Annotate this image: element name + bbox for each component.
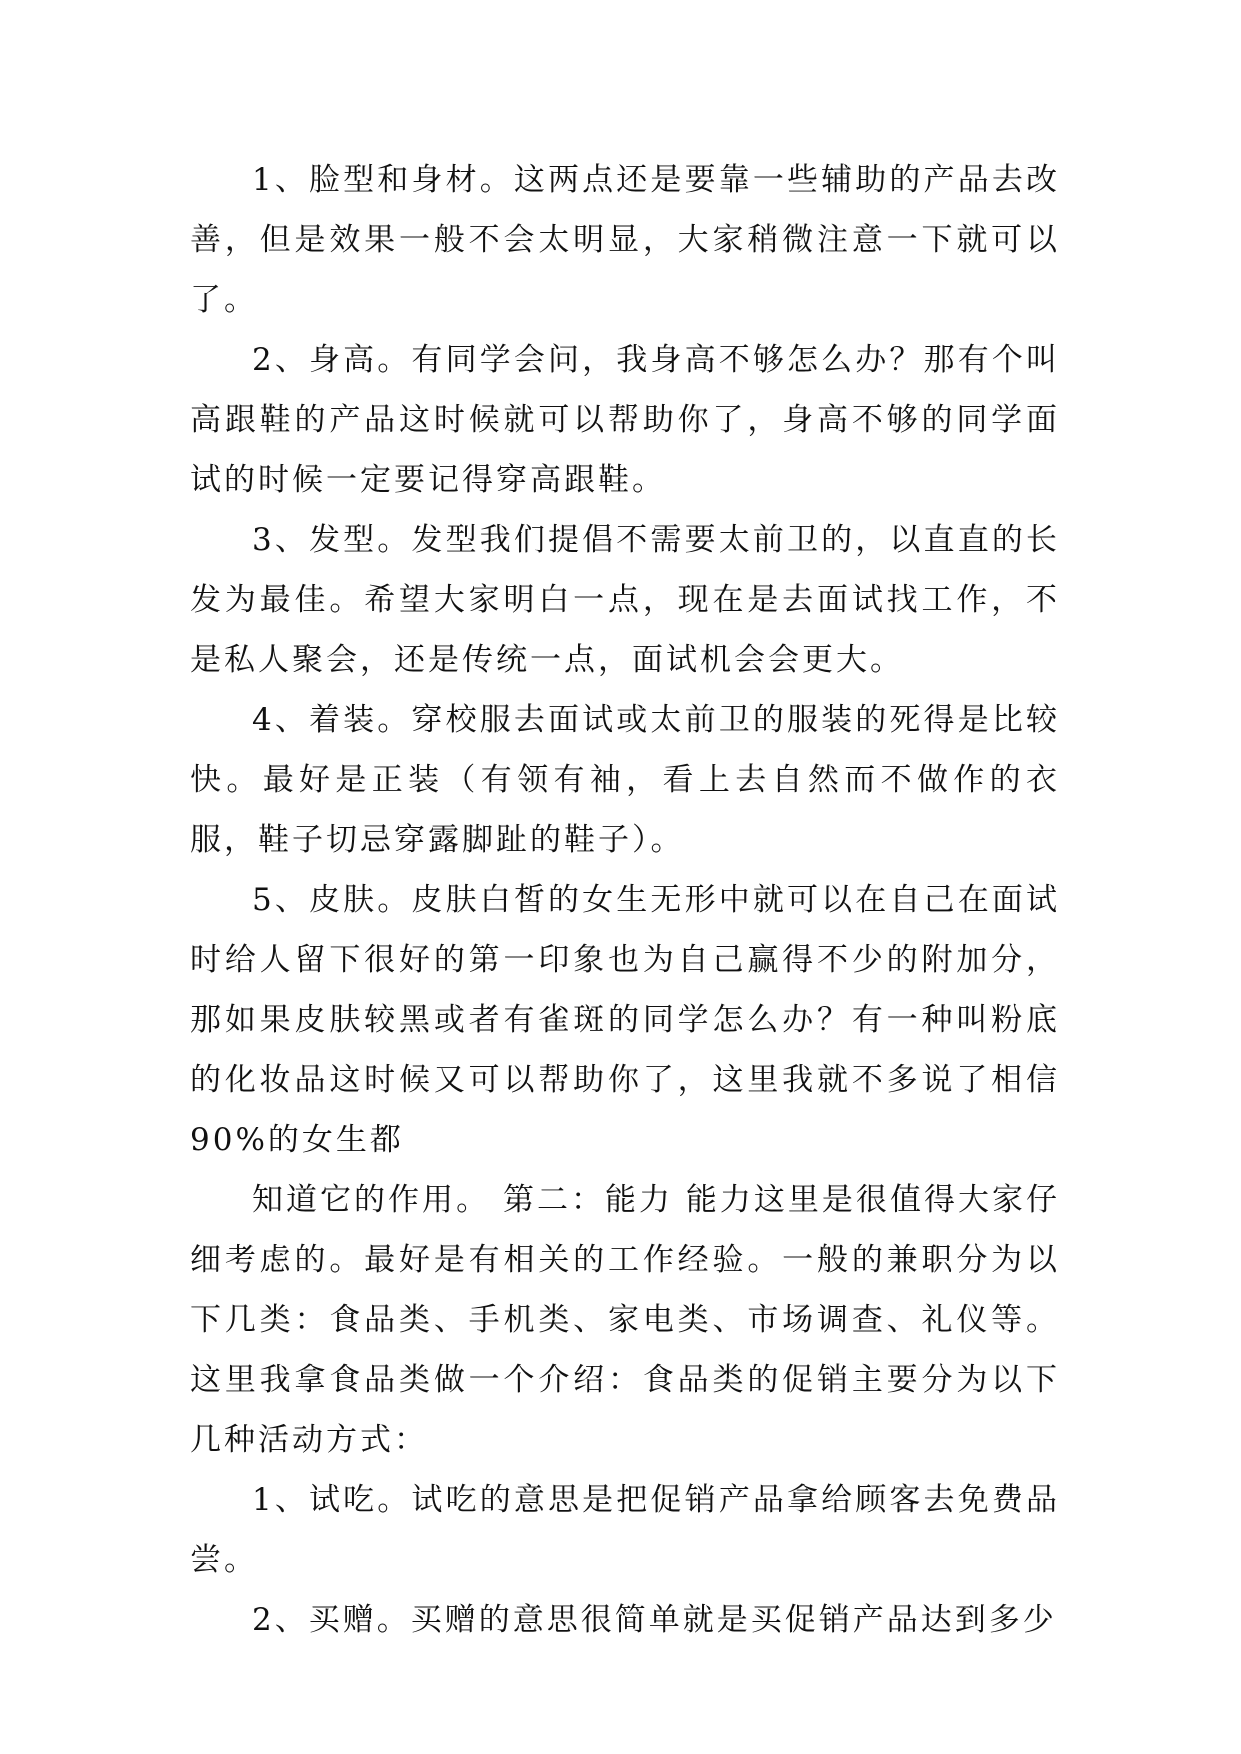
paragraph-clothing: 4、着装。穿校服去面试或太前卫的服装的死得是比较快。最好是正装（有领有袖，看上去自然而不做作的衣服，鞋子切忌穿露脚趾的鞋子）。 bbox=[190, 702, 1060, 858]
paragraph-skin: 5、皮肤。皮肤白皙的女生无形中就可以在自己在面试时给人留下很好的第一印象也为自己赢得不少的附加分，那如果皮肤较黑或者有雀斑的同学怎么办？有一种叫粉底的化妆品这时候又可以帮助你了，这里我就不多说了相信 90%的女生都 bbox=[190, 882, 1060, 1158]
paragraph-hairstyle: 3、发型。发型我们提倡不需要太前卫的，以直直的长发为最佳。希望大家明白一点，现在是去面试找工作，不是私人聚会，还是传统一点，面试机会会更大。 bbox=[190, 522, 1060, 678]
document-body bbox=[190, 150, 1060, 1650]
paragraph-ability: 知道它的作用。 第二：能力 能力这里是很值得大家仔细考虑的。最好是有相关的工作经验。一般的兼职分为以下几类：食品类、手机类、家电类、市场调查、礼仪等。这里我拿食品类做一个介绍：食品类的促销主要分为以下几种活动方式： bbox=[190, 1182, 1060, 1458]
paragraph-buy-gift: 2、买赠。买赠的意思很简单就是买促销产品达到多少 bbox=[252, 1602, 1057, 1638]
paragraph-tasting: 1、试吃。试吃的意思是把促销产品拿给顾客去免费品尝。 bbox=[190, 1482, 1060, 1578]
paragraph-height: 2、身高。有同学会问，我身高不够怎么办？那有个叫高跟鞋的产品这时候就可以帮助你了，身高不够的同学面试的时候一定要记得穿高跟鞋。 bbox=[190, 342, 1060, 498]
paragraph-face-shape: 1、脸型和身材。这两点还是要靠一些辅助的产品去改善，但是效果一般不会太明显，大家稍微注意一下就可以了。 bbox=[190, 162, 1060, 318]
